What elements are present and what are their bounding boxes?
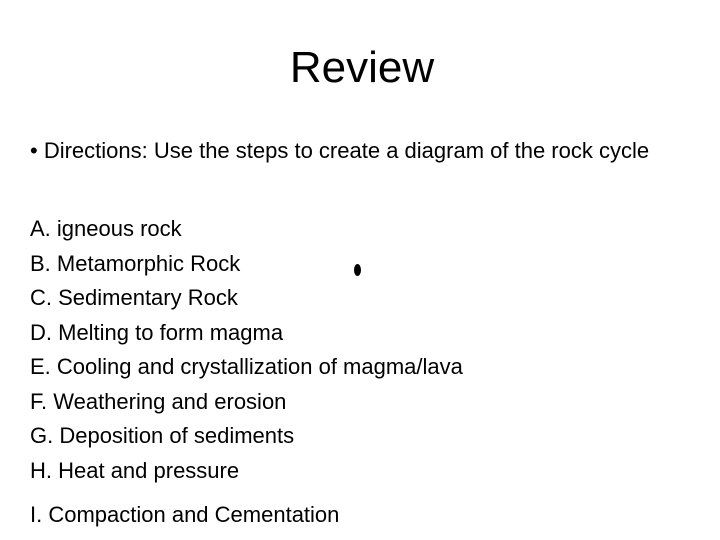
step-f: F. Weathering and erosion [30,388,287,414]
directions-text: • Directions: Use the steps to create a diagram of the rock cycle [30,138,650,163]
step-b: B. Metamorphic Rock [30,250,241,276]
step-d: D. Melting to form magma [30,319,284,345]
step-c: C. Sedimentary Rock [30,285,238,310]
step-h: H. Heat and pressure [30,457,240,483]
step-a: A. igneous rock [30,216,182,241]
steps-list [30,212,630,488]
stray-dot-mark [354,264,361,276]
step-e: E. Cooling and crystallization of magma/lava [30,354,463,379]
step-g: G. Deposition of sediments [30,423,295,448]
step-i: I. Compaction and Cementation [30,502,340,527]
slide-title: Review [289,43,435,92]
